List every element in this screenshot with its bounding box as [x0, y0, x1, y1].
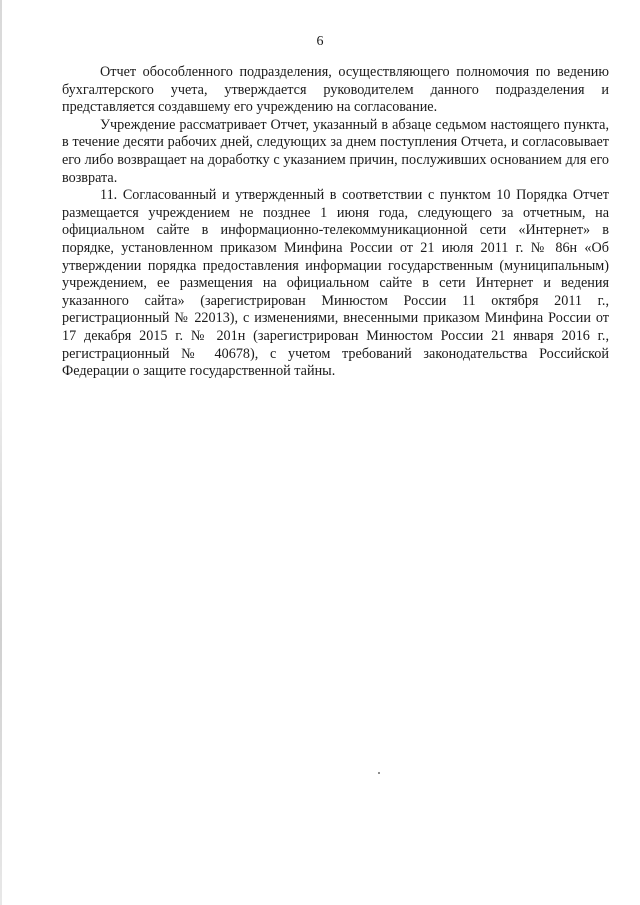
scan-edge [0, 0, 2, 905]
paragraph-report-review: Учреждение рассматривает Отчет, указанный в абзаце седьмом настоящего пункта, в течение десяти рабочих дней, следующих за днем поступления Отчета, и согласовывает его либо возвращает на доработку с указанием причин, послуживших основанием для его возврата. [62, 116, 609, 186]
paragraph-report-publication: 11. Согласованный и утвержденный в соответствии с пунктом 10 Порядка Отчет размещается учреждением не позднее 1 июня года, следующего за отчетным, на официальном сайте в информационно-телекоммуникационной сети «Интернет» в порядке, установленном приказом Минфина России от 21 июля 2011 г. № 86н «Об утверждении порядка предоставления информации государственным (муниципальным) учреждением, ее размещения на официальном сайте в сети Интернет и ведения указанного сайта» (зарегистрирован Минюстом России 11 октября 2011 г., регистрационный № 22013), с изменениями, внесенными приказом Минфина России от 17 декабря 2015 г. № 201н (зарегистрирован Минюстом России 21 января 2016 г., регистрационный № 40678), с учетом требований законодательства Российской Федерации о защите государственной тайны. [62, 187, 609, 380]
document-body [62, 64, 609, 381]
paragraph-report-approval: Отчет обособленного подразделения, осуществляющего полномочия по ведению бухгалтерского учета, утверждается руководителем данного подразделения и представляется создавшему его учреждению на согласование. [62, 64, 609, 116]
page-number: 6 [316, 34, 324, 49]
scan-speck [378, 772, 380, 774]
